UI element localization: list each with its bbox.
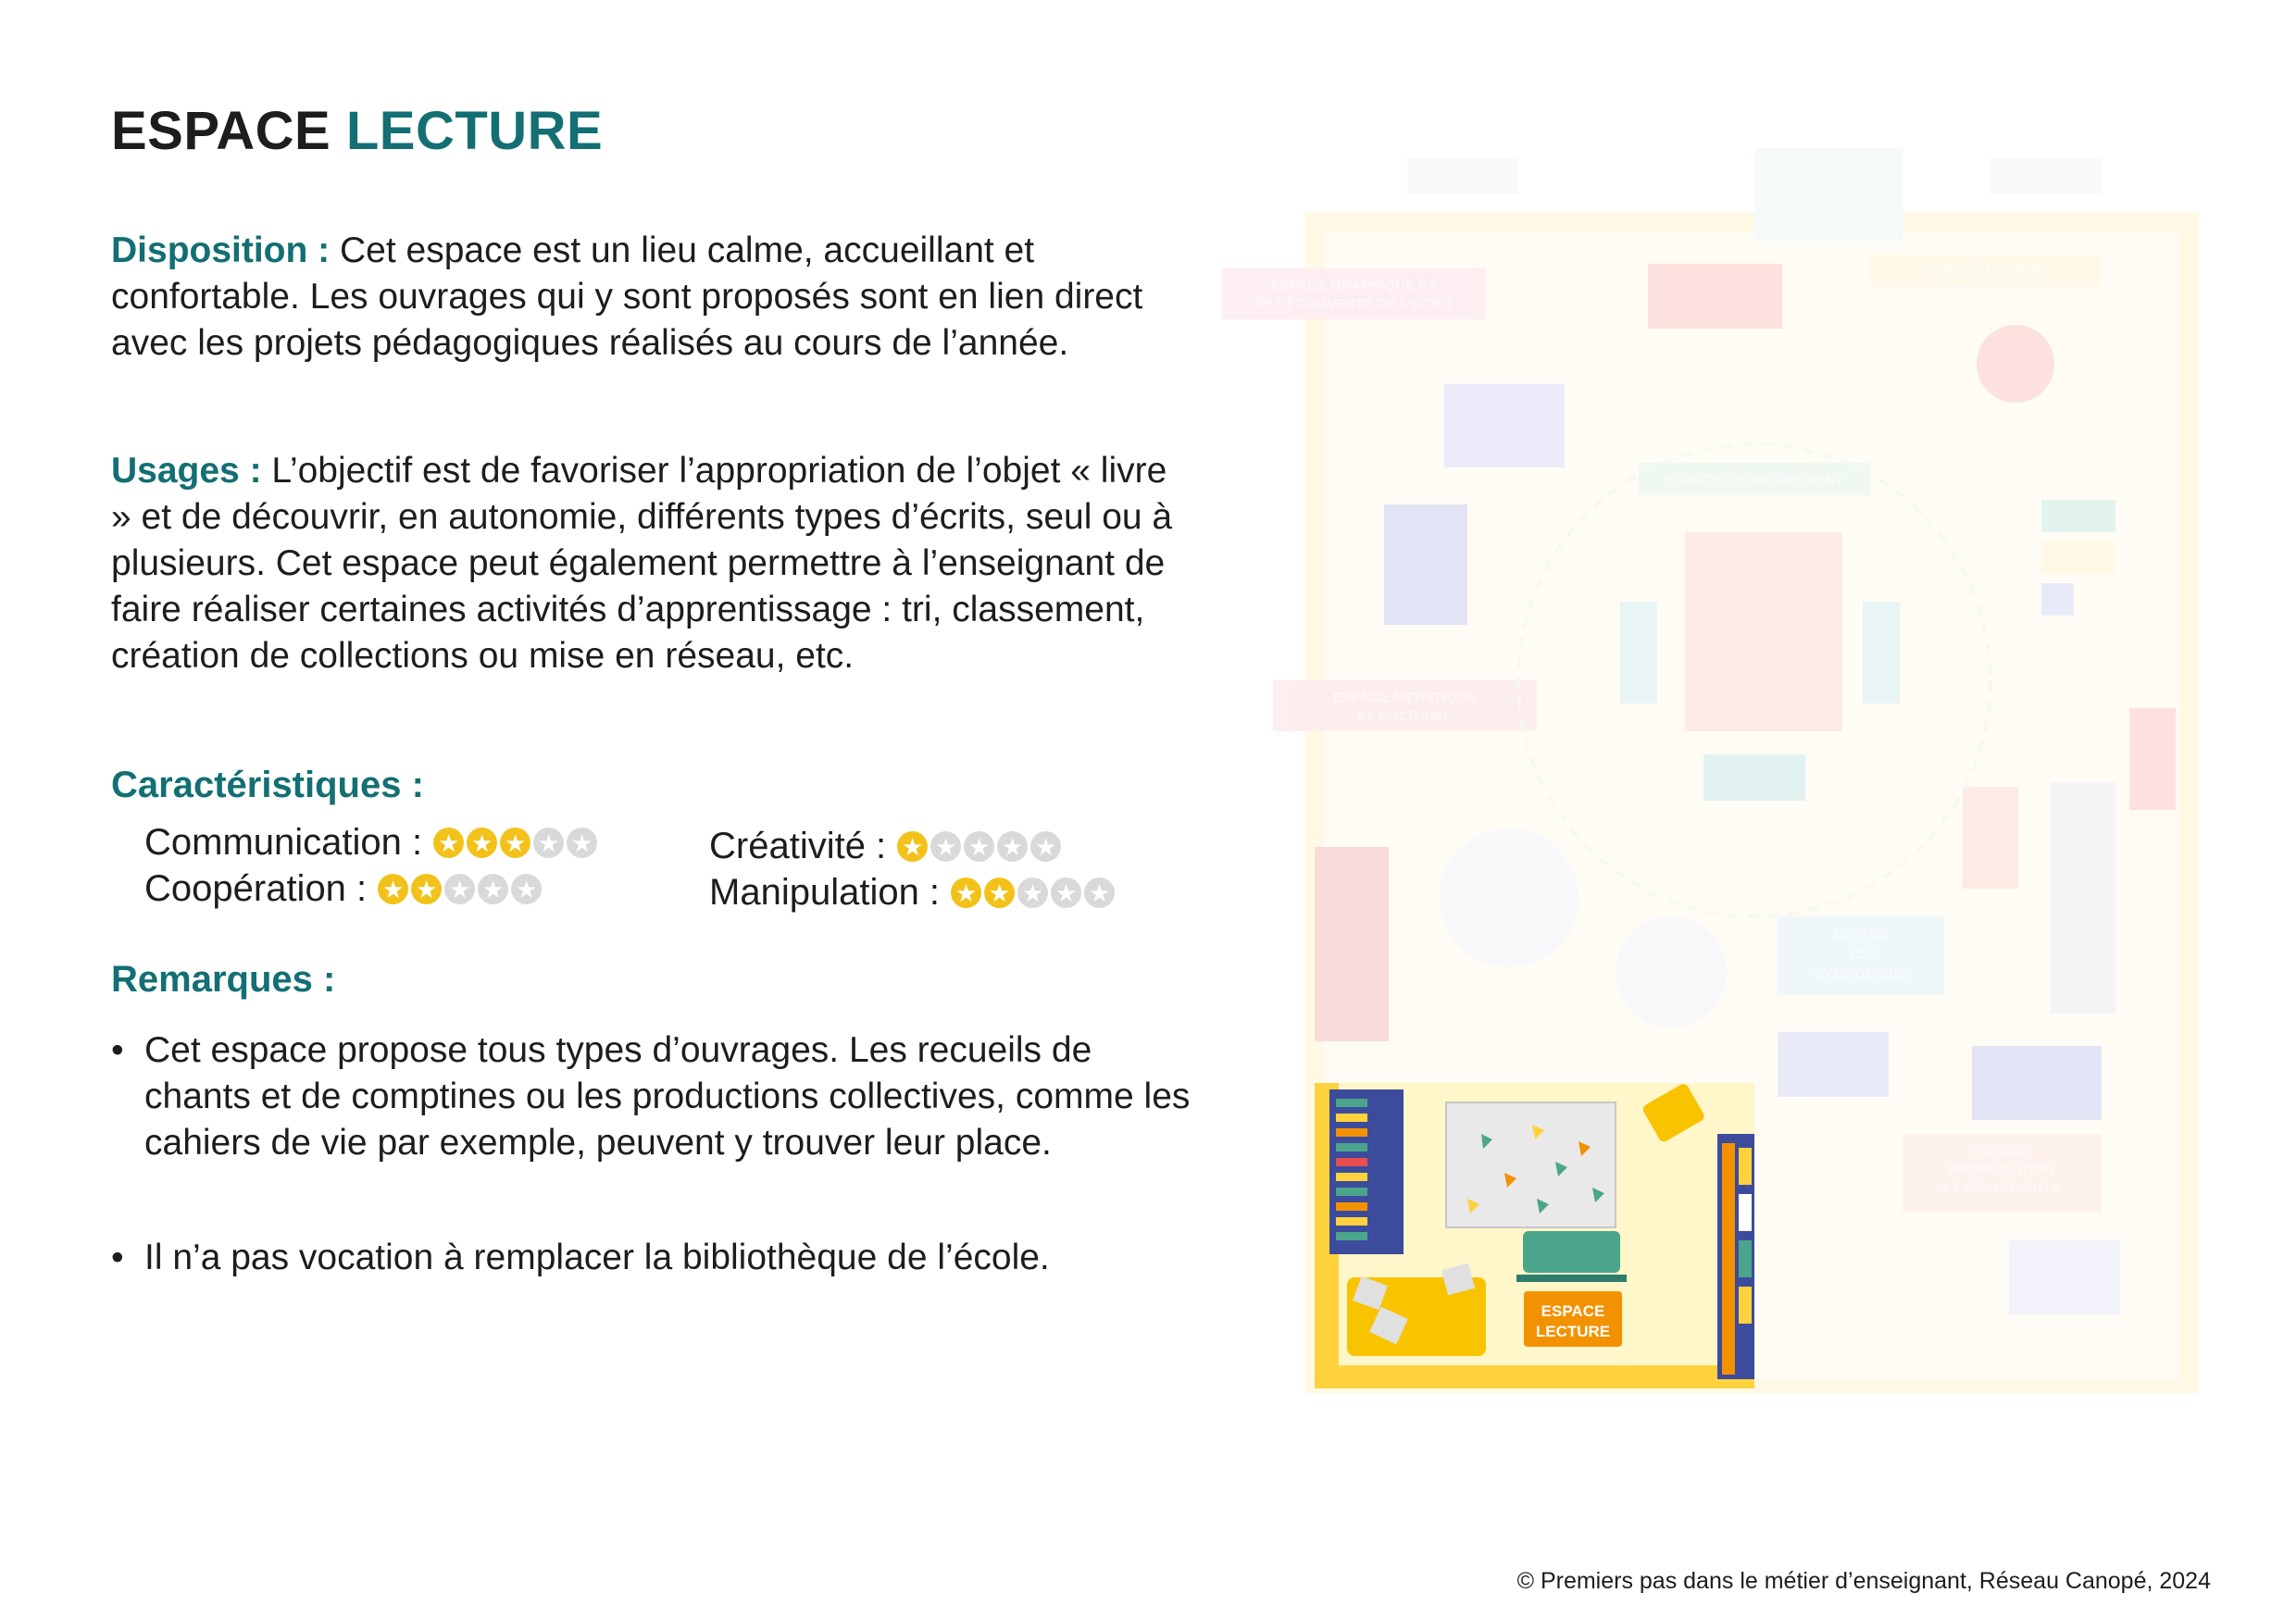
- reading-space: [1315, 1082, 1754, 1388]
- criterion-label: Communication :: [144, 822, 423, 863]
- furniture: [1648, 264, 1782, 329]
- book-spines: [1739, 1240, 1752, 1277]
- shelf: [1315, 847, 1389, 1041]
- furniture: [2129, 708, 2176, 810]
- star-icon: ★: [567, 828, 597, 858]
- remarque-item: • Cet espace propose tous types d’ouvrages. Les recueils de chants et de comptines ou les productions collectives, comme les cahiers de vie par exemple, peuvent y trouver leur place.: [111, 1027, 1204, 1166]
- star-icon: ★: [433, 828, 464, 858]
- lecture-tag-line-1: ESPACE: [1541, 1302, 1605, 1320]
- star-icon: ★: [467, 828, 497, 858]
- star-icon: ★: [533, 828, 564, 858]
- star-icon: ★: [930, 831, 961, 862]
- star-icon: ★: [411, 874, 442, 904]
- zone-label-manipulation-2: MANIPULATION: [1949, 1162, 2054, 1177]
- star-icon: ★: [984, 877, 1015, 908]
- zone-label-moteur: ESPACE MOTEUR: [1926, 264, 2046, 280]
- zone-label-jeu-2: JEU: [1847, 946, 1875, 962]
- zone-label-jeu-3: SYMBOLIQUE: [1814, 966, 1908, 982]
- table: [2009, 1240, 2120, 1314]
- lecture-tag-line-2: LECTURE: [1535, 1323, 1611, 1340]
- classroom-floor-plan: [1204, 143, 2268, 1393]
- criterion-creativite: [709, 826, 1064, 867]
- star-icon: ★: [1084, 877, 1115, 908]
- zone-label-manipulation-1: ESPACE: [1973, 1143, 2030, 1159]
- zone-label-regroupement: ESPACE REGROUPEMENT: [1665, 472, 1844, 488]
- usages-label: Usages :: [111, 451, 262, 491]
- star-rating: [378, 874, 544, 904]
- star-rating: [951, 877, 1117, 908]
- dollhouse: [1778, 1032, 1889, 1097]
- remarque-item: • Il n’a pas vocation à remplacer la bibliothèque de l’école.: [111, 1235, 1204, 1281]
- zone-label-jeu-1: ESPACE: [1832, 926, 1890, 941]
- book-spines: [1722, 1143, 1735, 1375]
- disposition-paragraph: [111, 228, 1185, 367]
- star-icon: ★: [951, 877, 981, 908]
- star-icon: ★: [964, 831, 994, 862]
- star-icon: ★: [511, 874, 542, 904]
- criterion-label: Créativité :: [709, 826, 887, 866]
- star-rating: [897, 831, 1064, 862]
- page-title: [111, 100, 603, 162]
- block: [2041, 541, 2115, 574]
- cabinet: [1963, 787, 2018, 889]
- zone-label-manipulation-3: ET DÉCOUVERTE: [1942, 1180, 2061, 1196]
- round-table: [1440, 828, 1578, 967]
- kitchen: [2051, 782, 2115, 1014]
- title-word-lecture: LECTURE: [345, 101, 604, 161]
- star-icon: ★: [378, 874, 408, 904]
- bench: [1703, 754, 1805, 801]
- bench: [1523, 1231, 1620, 1273]
- bench: [1685, 532, 1842, 731]
- star-icon: ★: [997, 831, 1028, 862]
- book-spines: [1739, 1287, 1752, 1324]
- window: [1407, 157, 1518, 194]
- door: [1754, 148, 1903, 241]
- criterion-manipulation: [709, 872, 1117, 914]
- table: [1384, 504, 1467, 625]
- criterion-cooperation: [144, 868, 544, 910]
- criterion-communication: [144, 822, 600, 864]
- star-icon: ★: [500, 828, 530, 858]
- table: [1972, 1046, 2102, 1120]
- block: [2041, 500, 2115, 532]
- bench-base: [1516, 1275, 1627, 1282]
- caracteristiques-title: Caractéristiques :: [111, 765, 424, 805]
- block: [2041, 583, 2074, 616]
- title-word-espace: ESPACE: [111, 101, 331, 161]
- star-icon: ★: [444, 874, 475, 904]
- star-icon: ★: [1017, 877, 1048, 908]
- round-table: [1616, 916, 1727, 1027]
- book-spines: [1739, 1148, 1752, 1185]
- disposition-text: Cet espace est un lieu calme, accueillant et confortable. Les ouvrages qui y sont proposés sont en lien direct avec les projets pédagogiques réalisés au cours de l’année.: [111, 230, 1143, 363]
- zone-label-graphique-2: DE DÉCOUVERTE DE L’ÉCRIT: [1254, 296, 1454, 312]
- zone-label-graphique-1: ESPACE GRAPHIQUE ET: [1270, 278, 1437, 293]
- remarques-title: Remarques :: [111, 959, 336, 1000]
- usages-paragraph: [111, 448, 1185, 679]
- book-spines: [1739, 1194, 1752, 1231]
- star-icon: ★: [1030, 831, 1061, 862]
- zone-label-artistique-2: ET CULTUREL: [1356, 708, 1453, 724]
- zone-label-artistique-1: ESPACE ARTISTIQUE: [1332, 690, 1477, 705]
- disposition-label: Disposition :: [111, 230, 331, 270]
- criterion-label: Coopération :: [144, 868, 368, 909]
- table: [1444, 384, 1565, 467]
- criterion-label: Manipulation :: [709, 872, 941, 913]
- star-rating: [433, 828, 600, 858]
- star-icon: ★: [1051, 877, 1081, 908]
- bench: [1620, 602, 1657, 703]
- window: [1990, 157, 2102, 194]
- usages-text: L’objectif est de favoriser l’appropriation de l’objet « livre » et de découvrir, en autonomie, différents types d’écrits, seul ou à plusieurs. Cet espace peut également permettre à l’enseignant de faire réaliser certaines activités d’apprentissage : tri, classement, création de collections ou mise en réseau, etc.: [111, 451, 1173, 676]
- rug: [1977, 325, 2054, 403]
- star-icon: ★: [478, 874, 508, 904]
- bench: [1863, 602, 1900, 703]
- copyright-footer: © Premiers pas dans le métier d’enseignant, Réseau Canopé, 2024: [1516, 1568, 2211, 1594]
- star-icon: ★: [897, 831, 928, 862]
